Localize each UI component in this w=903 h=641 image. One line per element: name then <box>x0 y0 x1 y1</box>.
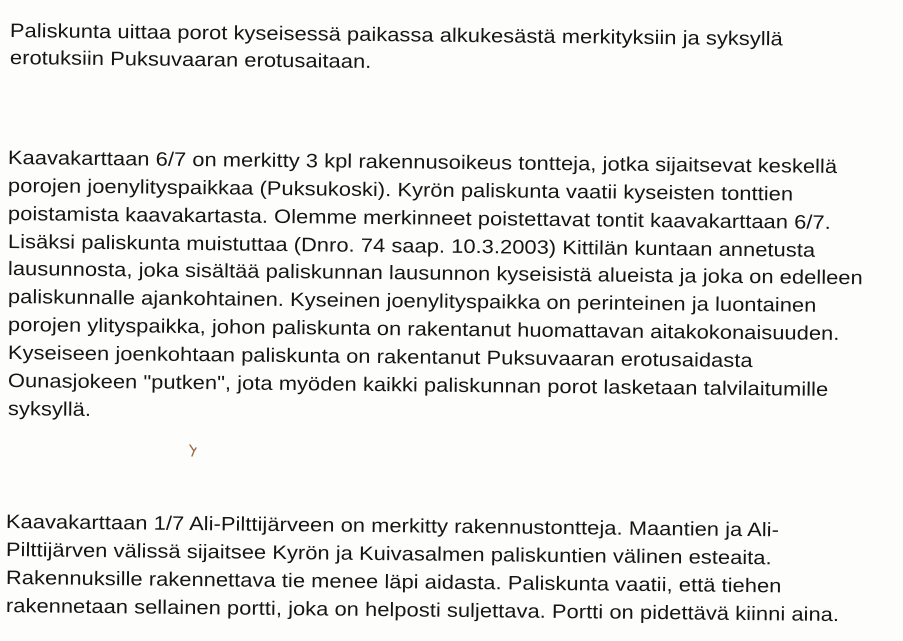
text-line: syksyllä. <box>7 398 92 421</box>
text-line: Rakennuksille rakennettava tie menee läpi aidasta. Paliskunta vaatii, että tiehen <box>5 567 782 598</box>
text-line: Kaavakarttaan 6/7 on merkitty 3 kpl rakennusoikeus tontteja, jotka sijaitsevat keskellä <box>7 147 838 178</box>
text-line: Ounasjokeen "putken", jota myöden kaikki paliskunnan porot lasketaan talvilaitumille <box>7 370 829 401</box>
text-line: poistamista kaavakartasta. Olemme merkinneet poistettavat tontit kaavakarttaan 6/7. <box>7 203 831 234</box>
text-line: rakennetaan sellainen portti, joka on helposti suljettava. Portti on pidettävä kiinni aina. <box>5 595 840 627</box>
text-line: Kaavakarttaan 1/7 Ali-Pilttijärveen on merkitty rakennustontteja. Maantien ja Ali- <box>5 511 780 542</box>
text-line: lausunnosta, joka sisältää paliskunnan lausunnon kyseisistä alueista ja joka on edelleen <box>7 258 863 290</box>
text-line: Paliskunta uittaa porot kyseisessä paikassa alkukesästä merkityksiin ja syksyllä <box>9 20 783 51</box>
text-line: Kyseiseen joenkohtaan paliskunta on rakentanut Puksuvaaran erotusaidasta <box>7 342 753 373</box>
text-line: erotuksiin Puksuvaaran erotusaitaan. <box>9 47 372 73</box>
text-line: Lisäksi paliskunta muistuttaa (Dnro. 74 saap. 10.3.2003) Kittilän kuntaan annetusta <box>7 231 816 262</box>
text-line: Pilttijärven välissä sijaitsee Kyrön ja Kuivasalmen paliskuntien välinen esteaita. <box>5 539 772 570</box>
text-line: paliskunnalle ajankohtainen. Kyseinen joenylityspaikka on perinteinen ja luontainen <box>7 286 817 317</box>
scan-artifact-mark <box>188 443 198 459</box>
text-line: porojen joenylityspaikkaa (Puksukoski). Kyrön paliskunta vaatii kyseisten tonttien <box>7 175 794 206</box>
text-line: porojen ylityspaikka, johon paliskunta on rakentanut huomattavan aitakokonaisuuden. <box>7 314 840 345</box>
